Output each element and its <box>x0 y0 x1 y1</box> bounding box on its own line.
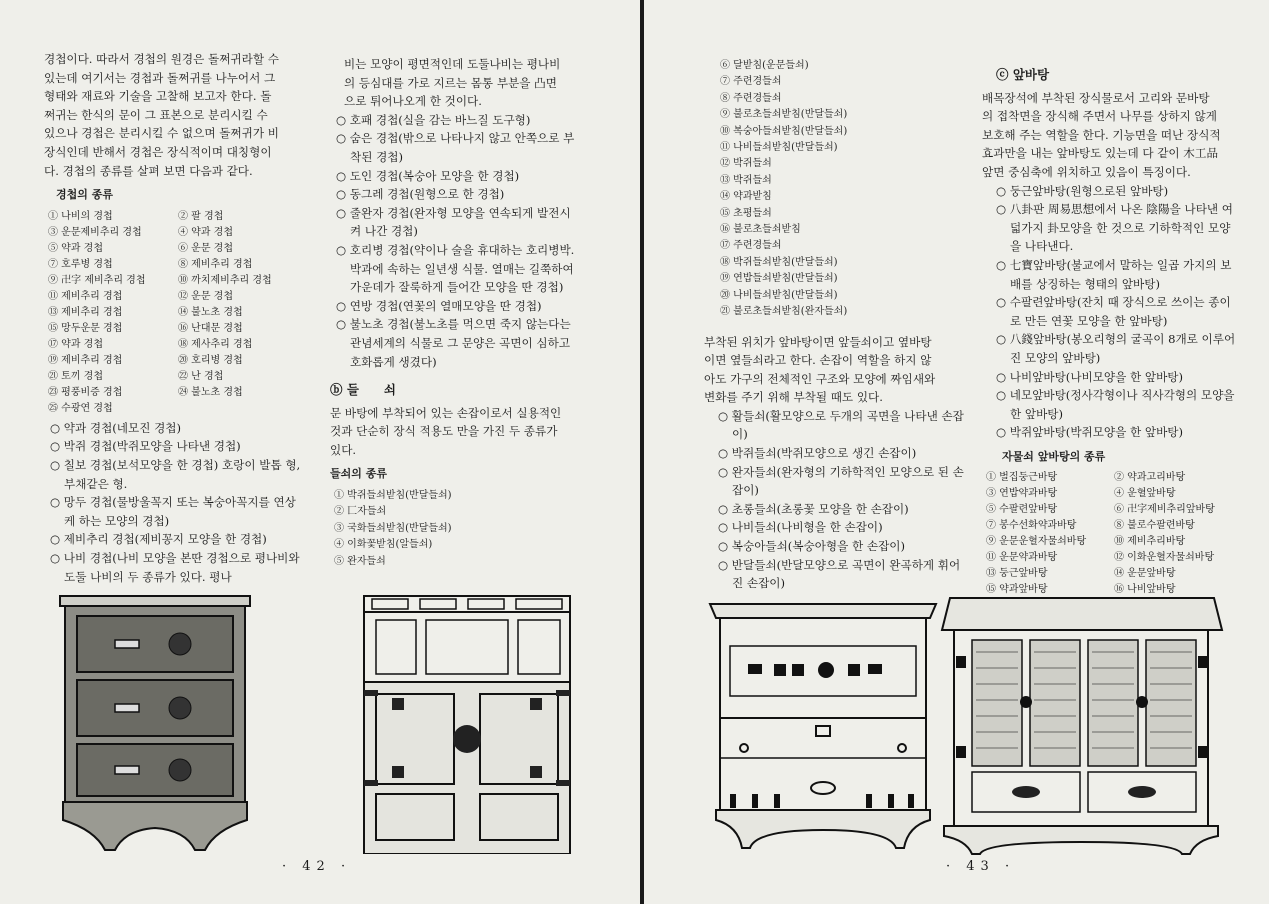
list-item: ⑰ 주련경들쇠 <box>720 240 782 252</box>
text-line: 형태와 재료와 기술을 고찰해 보고자 한다. 돌 <box>44 89 272 104</box>
text-line: 배목장석에 부착된 장식물로서 고리와 문바탕 <box>982 90 1210 105</box>
text-line: 것과 단순히 장식 적용도 만을 가진 두 종류가 <box>330 424 558 439</box>
page-number-right: · 43 · <box>946 859 1016 874</box>
bullet-item: ○ 나비앞바탕(나비모양을 한 앞바탕) <box>996 369 1184 384</box>
list-item: ⑥ 달받침(운문들쇠) <box>720 60 809 71</box>
plate-bullets <box>982 182 1240 442</box>
list-item: ㉔ 불노초 경첩 <box>178 386 243 398</box>
list-item: ⑤ 약과 경첩 <box>48 242 103 254</box>
bullet-item: ○ 둥근앞바탕(원형으로된 앞바탕) <box>996 183 1169 198</box>
handle-types-list <box>330 488 580 570</box>
text-line: 부착된 위치가 앞바탕이면 앞들쇠이고 옆바탕 <box>704 334 932 349</box>
list-item: ① 벌집둥근바탕 <box>986 472 1058 484</box>
list-item: ⑮ 약과앞바탕 <box>986 584 1048 596</box>
bullet-item: ○ 초롱들쇠(초롱꽃 모양을 한 손잡이) <box>718 501 909 516</box>
list-item: ⑪ 제비추리 경첩 <box>48 290 123 302</box>
text-line: 보호해 주는 역할을 한다. 기능면을 떠난 장식적 <box>982 127 1221 142</box>
bullet-item: ○ 제비추리 경첩(제비꽁지 모양을 한 경첩) <box>50 532 267 547</box>
list-item: ④ 약과 경첩 <box>178 226 233 238</box>
text-line: 다. 경첩의 종류를 살펴 보면 다음과 같다. <box>44 163 253 178</box>
text-line: 으로 튀어나오게 한 것이다. <box>344 94 482 109</box>
bullet-item: ○ 연방 경첩(연꽃의 열매모양을 딴 경첩) <box>336 298 542 313</box>
bullet-item: ○ 나비 경첩(나비 모양을 본딴 경첩으로 평나비와 도둘 나비의 두 종류가 있다. 평나 <box>50 550 300 584</box>
list-item: ⑧ 불로수팔련바탕 <box>1114 520 1195 532</box>
list-item: ② 약과고리바탕 <box>1114 472 1186 484</box>
list-item: ④ 운혈앞바탕 <box>1114 488 1176 500</box>
page-number-left: · 42 · <box>282 859 352 874</box>
bullet-item: ○ 반달들쇠(반달모양으로 곡면이 완곡하게 휘어진 손잡이) <box>718 557 961 591</box>
bullet-item: ○ 약과 경첩(네모진 경첩) <box>50 420 182 435</box>
list-item: ⑥ 卍字제비추리앞바탕 <box>1114 504 1215 516</box>
right-column-2 <box>982 62 1240 598</box>
list-item: ② 팔 경첩 <box>178 210 224 222</box>
handle-intro <box>330 404 580 460</box>
bullet-item: ○ 八錢앞바탕(봉오리형의 굴곡이 8개로 이루어진 모양의 앞바탕) <box>996 332 1236 365</box>
bullet-item: ○ 칠보 경첩(보석모양을 한 경첩) 호랑이 발톱 형, 부채같은 형. <box>50 457 301 491</box>
list-item: ⑧ 주련경들쇠 <box>720 92 782 104</box>
tall-chest-illustration <box>55 594 255 852</box>
bullet-item: ○ 완자들쇠(완자형의 기하학적인 모양으로 된 손잡이) <box>718 464 964 498</box>
bullet-item: ○ 네모앞바탕(정사각형이나 직사각형의 모양을 한 앞바탕) <box>996 388 1235 421</box>
handle-section-title: ⓑ 들 쇠 <box>330 382 397 398</box>
handle-position-paragraph <box>704 333 966 407</box>
hinge-types-heading: 경첩의 종류 <box>56 188 113 202</box>
lattice-cabinet-illustration <box>936 596 1226 856</box>
list-item: ⑩ 복숭아들쇠받침(반달들쇠) <box>720 125 848 137</box>
left-column-2 <box>330 55 580 570</box>
list-item: ⑨ 운문운혈자물쇠바탕 <box>986 536 1087 548</box>
list-item: ⑬ 제비추리 경첩 <box>48 306 123 318</box>
bullet-item: ○ 동그레 경첩(원형으로 한 경첩) <box>336 187 505 202</box>
hinge-types-list <box>44 209 306 417</box>
text-line: 변화를 주기 위해 부착될 때도 있다. <box>704 390 883 405</box>
bullet-item: ○ 七寶앞바탕(불교에서 말하는 일곱 가지의 보배를 상징하는 형태의 앞바탕) <box>996 257 1232 291</box>
list-item: ⑦ 주련경들쇠 <box>720 76 782 88</box>
list-item: ⑫ 이화운혈자물쇠바탕 <box>1114 552 1215 564</box>
text-line: 의 등심대를 가로 지르는 몸통 부분을 凸면 <box>344 75 557 90</box>
list-item: ⑱ 박쥐들쇠받침(반달들쇠) <box>720 256 838 268</box>
plate-intro <box>982 89 1240 182</box>
bullet-item: ○ 망두 경첩(물방울꼭지 또는 복숭아꼭지를 연상케 하는 모양의 경첩) <box>50 495 296 528</box>
list-item: ⑯ 난대문 경첩 <box>178 322 243 334</box>
bullet-item: ○ 복숭아들쇠(복숭아형을 한 손잡이) <box>718 539 906 554</box>
low-chest-illustration <box>708 598 938 858</box>
bullet-item: ○ 활들쇠(활모양으로 두개의 곡면을 나타낸 손잡이) <box>718 408 964 442</box>
butterfly-continued <box>330 55 580 111</box>
cabinet-illustration <box>362 594 572 854</box>
text-line: 경첩이다. 따라서 경첩의 원경은 돌쩌귀라할 수 <box>44 52 279 66</box>
list-item: ㉑ 토끼 경첩 <box>48 370 103 382</box>
right-column-1 <box>704 58 966 593</box>
list-item: ⑲ 연밥들쇠받침(반달들쇠) <box>720 273 838 285</box>
list-item: ⑬ 박쥐들쇠 <box>720 174 772 186</box>
list-item: ㉑ 불로초들쇠받침(완자들쇠) <box>720 306 848 318</box>
intro-paragraph <box>44 50 306 180</box>
text-line: 있으나 경첩은 분리시킬 수 없으며 돌쩌귀가 비 <box>44 126 279 141</box>
bullet-item: ○ 호리병 경첩(약이나 술을 휴대하는 호리병박. 박과에 속하는 일년생 식물. 열매는 길쭉하여 가운데가 잘룩하게 들어간 모양을 딴 경첩) <box>336 242 575 295</box>
list-item: ③ 국화들쇠받침(반달들쇠) <box>334 522 452 534</box>
list-item: ⑦ 봉수선화약과바탕 <box>986 520 1077 532</box>
list-item: ⑪ 나비들쇠받침(반달들쇠) <box>720 142 838 154</box>
text-line: 앞면 중심축에 위치하고 있음이 특징이다. <box>982 164 1191 179</box>
list-item: ④ 이화꽃받침(알들쇠) <box>334 539 433 551</box>
list-item: ⑭ 약과받침 <box>720 191 772 203</box>
list-item: ⑳ 호리병 경첩 <box>178 354 243 366</box>
text-line: 이면 옆들쇠라고 한다. 손잡이 역할을 하지 않 <box>704 353 932 368</box>
plate-types-heading: 자물쇠 앞바탕의 종류 <box>1002 449 1106 463</box>
list-item: ㉒ 난 경첩 <box>178 370 224 382</box>
list-item: ① 박쥐들쇠받침(반달들쇠) <box>334 490 452 502</box>
list-item: ③ 운문제비추리 경첩 <box>48 226 142 238</box>
list-item: ⑮ 초평들쇠 <box>720 207 772 219</box>
list-item: ⑩ 까치제비추리 경첩 <box>178 274 272 286</box>
list-item: ⑨ 卍字 제비추리 경첩 <box>48 274 146 286</box>
list-item: ⑬ 둥근앞바탕 <box>986 568 1048 580</box>
list-item: ⑫ 박쥐들쇠 <box>720 158 772 170</box>
list-item: ⑫ 운문 경첩 <box>178 290 233 302</box>
bullet-item: ○ 숨은 경첩(밖으로 나타나지 않고 안쪽으로 부착된 경첩) <box>336 131 575 164</box>
bullet-item: ○ 호패 경첩(실을 감는 바느질 도구형) <box>336 112 531 127</box>
text-line: 비는 모양이 평면적인데 도둘나비는 평나비 <box>344 57 561 71</box>
text-line: 문 바탕에 부착되어 있는 손잡이로서 실용적인 <box>330 405 562 420</box>
bullet-item: ○ 도인 경첩(복숭아 모양을 한 경첩) <box>336 168 520 183</box>
list-item: ⑧ 제비추리 경첩 <box>178 258 253 270</box>
list-item: ⑳ 나비들쇠받침(반달들쇠) <box>720 289 838 301</box>
bullet-item: ○ 나비들쇠(나비형을 한 손잡이) <box>718 520 883 535</box>
text-line: 아도 가구의 전체적인 구조와 모양에 짜임새와 <box>704 371 936 386</box>
list-item: ② 匸자들쇠 <box>334 506 387 518</box>
list-item: ㉕ 수광연 경첩 <box>48 402 113 414</box>
text-line: 쩌귀는 한식의 문이 그 표본으로 분리시킬 수 <box>44 107 268 122</box>
text-line: 있는데 여기서는 경첩과 돌쩌귀를 나누어서 그 <box>44 70 276 85</box>
bullet-item: ○ 불노초 경첩(불노초를 먹으면 죽지 않는다는 관념세계의 식물로 그 문양은 곡면이 심하고 호화롭게 생겼다) <box>336 317 571 369</box>
left-column-1 <box>44 50 306 586</box>
plate-section-title: ⓒ 앞바탕 <box>996 67 1050 82</box>
list-item: ⑮ 망두운문 경첩 <box>48 322 123 334</box>
bullet-item: ○ 수팔련앞바탕(잔치 때 장식으로 쓰이는 종이로 만든 연꽃 모양을 한 앞바탕) <box>996 295 1231 328</box>
list-item: ⑥ 운문 경첩 <box>178 242 233 254</box>
text-line: 있다. <box>330 442 357 457</box>
list-item: ③ 연밥약과바탕 <box>986 488 1058 500</box>
bullet-item: ○ 박쥐 경첩(박쥐모양을 나타낸 경첩) <box>50 439 241 454</box>
handle-types-list-continued <box>704 58 966 321</box>
list-item: ㉓ 평풍비증 경첩 <box>48 386 123 398</box>
list-item: ⑭ 운문앞바탕 <box>1114 568 1176 580</box>
list-item: ⑭ 불노초 경첩 <box>178 306 243 318</box>
list-item: ⑦ 호루병 경첩 <box>48 258 113 270</box>
bullet-item: ○ 박쥐들쇠(박쥐모양으로 생긴 손잡이) <box>718 446 917 461</box>
right-page <box>644 0 1269 904</box>
plate-types-list <box>982 470 1240 598</box>
bullet-item: ○ 八卦판 周易思想에서 나온 陰陽을 나타낸 여덟가지 卦모양을 한 것으로 기하학적인 모양을 나타낸다. <box>996 202 1233 254</box>
list-item: ⑯ 나비앞바탕 <box>1114 584 1176 596</box>
list-item: ⑯ 불로초들쇠받침 <box>720 224 801 236</box>
list-item: ⑤ 수팔련앞바탕 <box>986 504 1058 516</box>
text-line: 장식인데 반해서 경첩은 장식적이며 대칭형이 <box>44 144 272 159</box>
text-line: 효과만을 내는 앞바탕도 있는데 다 같이 木工品 <box>982 146 1219 161</box>
hinge-bullets <box>44 419 306 586</box>
list-item: ① 나비의 경첩 <box>48 210 113 222</box>
list-item: ⑪ 운문약과바탕 <box>986 552 1058 564</box>
list-item: ⑩ 제비추리바탕 <box>1114 536 1186 548</box>
list-item: ⑲ 제비추리 경첩 <box>48 354 123 366</box>
text-line: 의 접착면을 장식해 주면서 나무를 상하지 않게 <box>982 109 1217 124</box>
list-item: ⑰ 약과 경첩 <box>48 338 103 350</box>
list-item: ⑱ 제사추리 경첩 <box>178 338 253 350</box>
list-item: ⑨ 불로초들쇠받침(반달들쇠) <box>720 109 848 121</box>
handle-bullets <box>704 407 966 593</box>
list-item: ⑤ 완자들쇠 <box>334 555 386 567</box>
bullet-item: ○ 박쥐앞바탕(박쥐모양을 한 앞바탕) <box>996 425 1184 440</box>
bullet-item: ○ 줄완자 경첩(완자형 모양을 연속되게 발전시켜 나간 경첩) <box>336 205 571 239</box>
handle-types-heading: 들쇠의 종류 <box>330 467 387 481</box>
hinge-bullets-2 <box>330 111 580 371</box>
